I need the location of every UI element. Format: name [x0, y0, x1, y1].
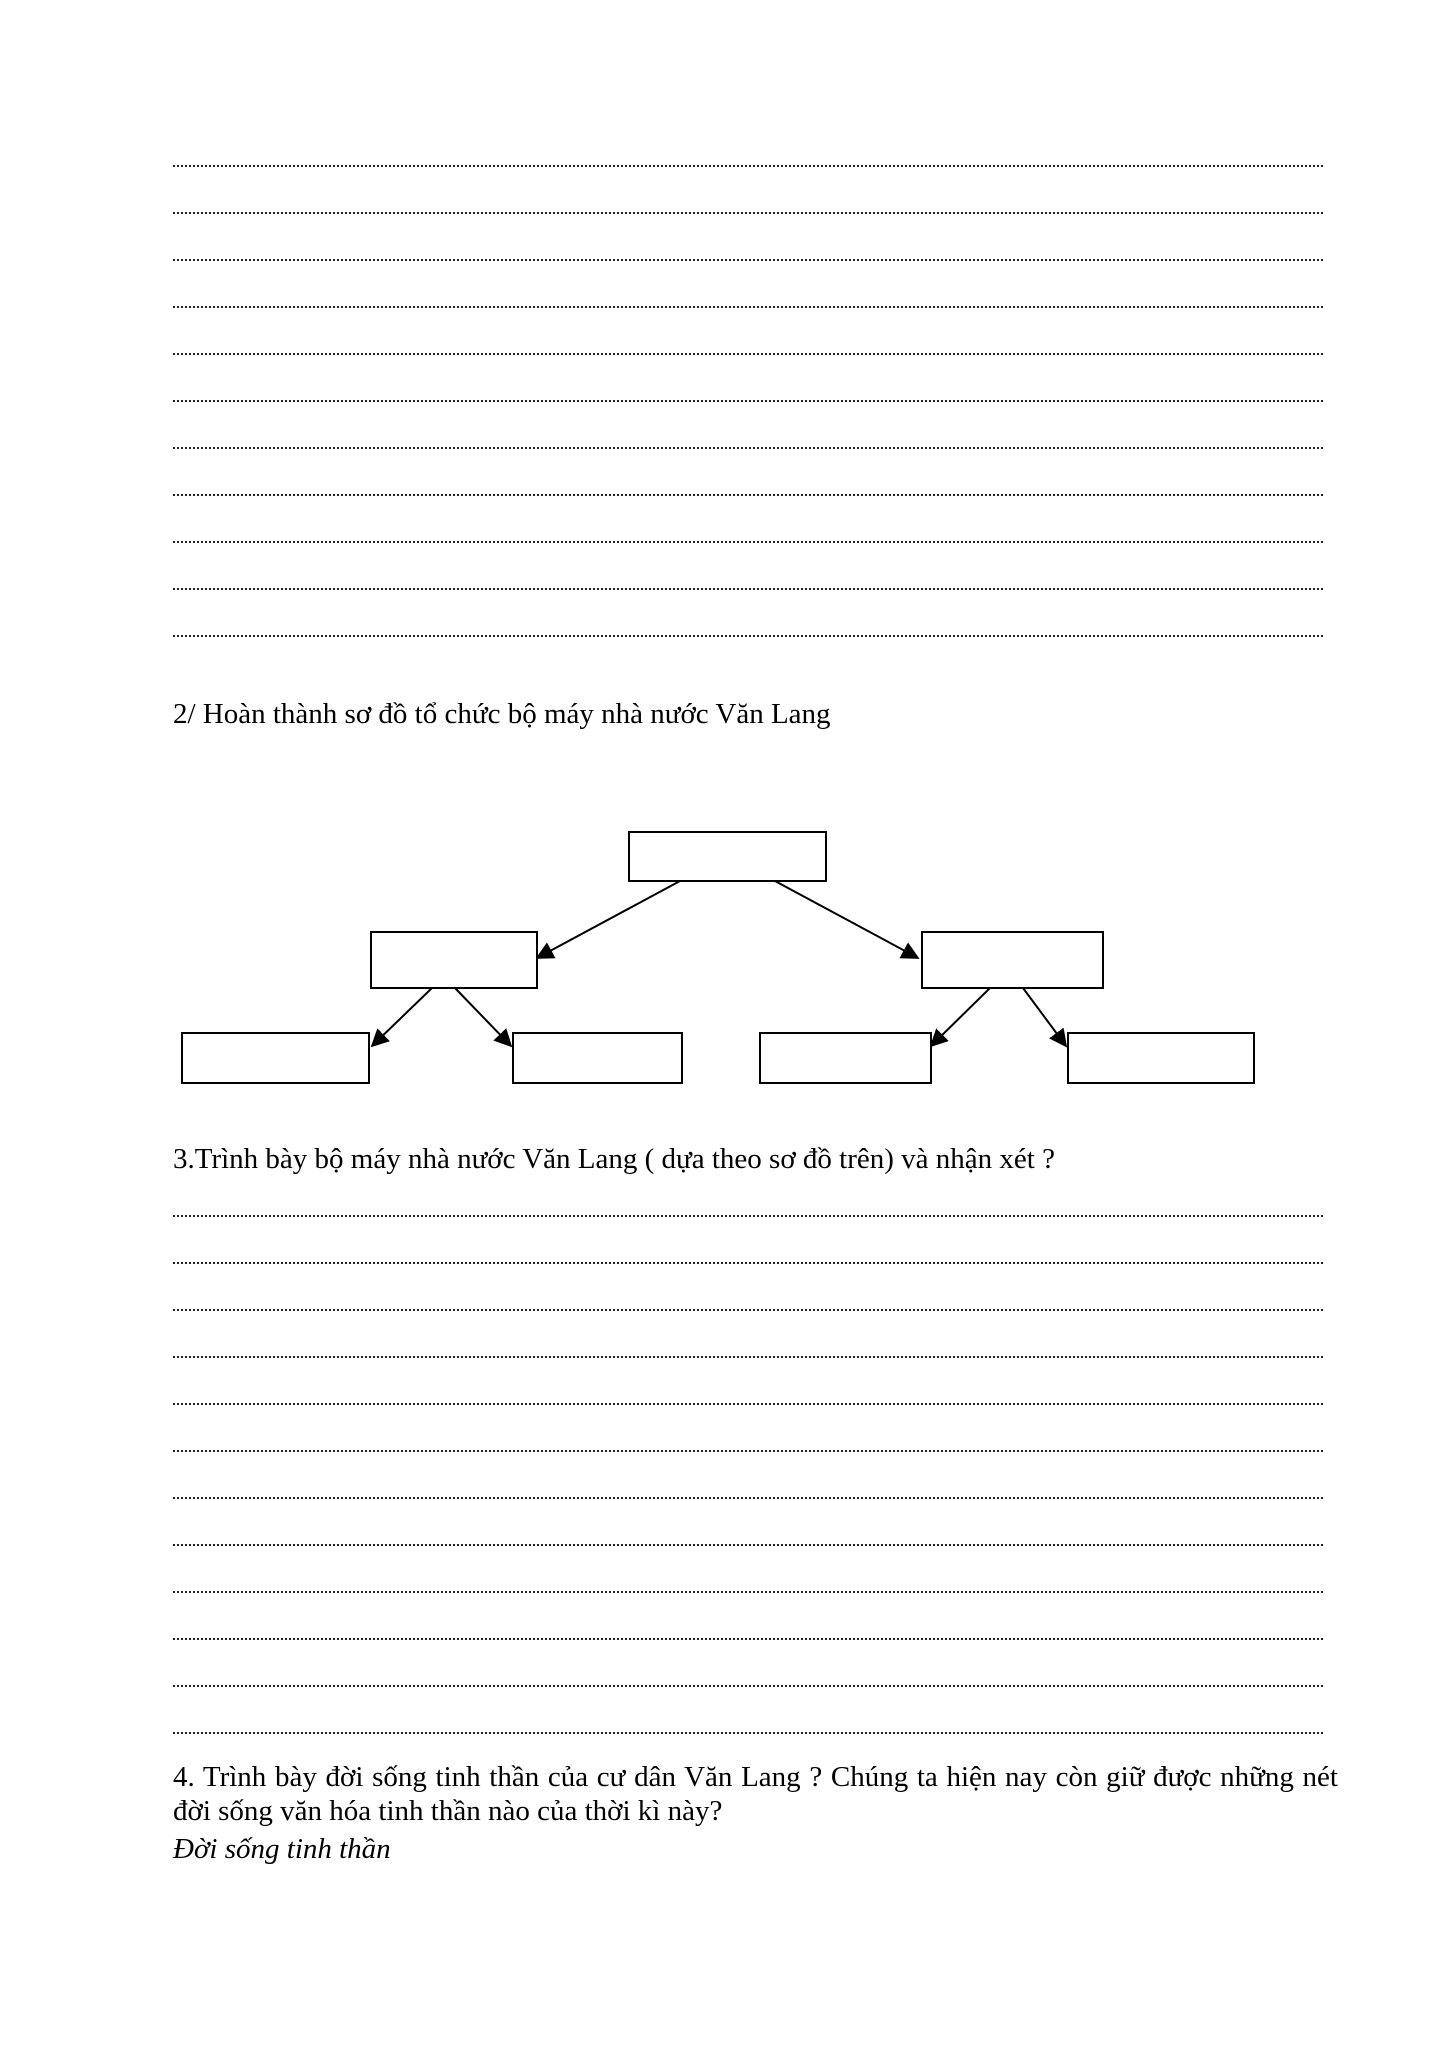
answer-line[interactable]	[173, 1591, 1323, 1593]
answer-line[interactable]	[173, 1685, 1323, 1687]
answer-line[interactable]	[173, 1544, 1323, 1546]
diagram-box-bottom-4[interactable]	[1068, 1033, 1254, 1083]
question-4-subheading: Đời sống tinh thần	[173, 1833, 391, 1865]
arrow-top-to-mid-right	[775, 881, 918, 958]
question-2-text: 2/ Hoàn thành sơ đồ tổ chức bộ máy nhà nước Văn Lang	[173, 698, 831, 730]
answer-line[interactable]	[173, 1309, 1323, 1311]
diagram-box-bottom-1[interactable]	[182, 1033, 369, 1083]
diagram-box-mid-left[interactable]	[371, 932, 537, 988]
answer-line[interactable]	[173, 1497, 1323, 1499]
diagram-box-mid-right[interactable]	[922, 932, 1103, 988]
diagram-box-bottom-2[interactable]	[513, 1033, 682, 1083]
answer-line[interactable]	[173, 1215, 1323, 1217]
diagram-box-bottom-3[interactable]	[760, 1033, 931, 1083]
arrow-mid-left-to-bottom-2	[455, 988, 511, 1046]
arrow-mid-right-to-bottom-3	[931, 988, 990, 1046]
arrow-top-to-mid-left	[537, 881, 680, 958]
diagram-box-top[interactable]	[629, 832, 826, 881]
arrow-mid-right-to-bottom-4	[1023, 988, 1066, 1046]
question-4-text: 4. Trình bày đời sống tinh thần của cư dân Văn Lang ? Chúng ta hiện nay còn giữ được những nét đời sống văn hóa tinh thần nào của thời kì này?	[173, 1761, 1338, 1827]
arrow-mid-left-to-bottom-1	[372, 988, 432, 1046]
answer-line[interactable]	[173, 1638, 1323, 1640]
answer-line[interactable]	[173, 1356, 1323, 1358]
answer-line[interactable]	[173, 1403, 1323, 1405]
answer-line[interactable]	[173, 1262, 1323, 1264]
answer-line[interactable]	[173, 1732, 1323, 1734]
question-3-text: 3.Trình bày bộ máy nhà nước Văn Lang ( dựa theo sơ đồ trên) và nhận xét ?	[173, 1143, 1055, 1175]
answer-line[interactable]	[173, 1450, 1323, 1452]
